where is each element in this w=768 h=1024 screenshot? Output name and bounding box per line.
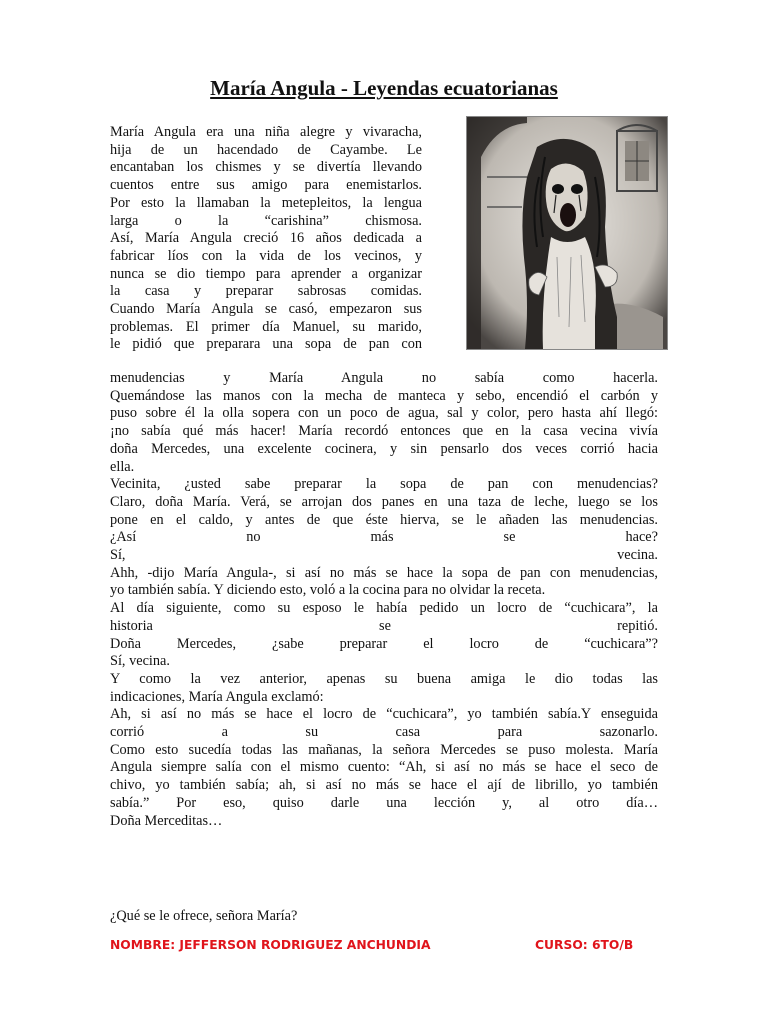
student-footer — [110, 938, 670, 952]
text-line: Doña Mercedes, ¿sabe preparar el locro de “cuchicara”? — [110, 635, 658, 652]
text-line: Así, María Angula creció 16 años dedicada a — [110, 230, 422, 247]
text-line: historia se repitió. — [110, 617, 658, 634]
text-line: nunca se dio tiempo para aprender a organizar — [110, 265, 422, 282]
text-line: Quemándose las manos con la mecha de manteca y sebo, encendió el carbón y — [110, 387, 658, 404]
text-line: cuentos entre sus amigo para enemistarlos. — [110, 177, 422, 194]
text-line: Angula siempre salía con el mismo cuento: “Ah, si así no más se hace el seco de — [110, 759, 658, 776]
screaming-girl-illustration-icon — [467, 117, 667, 349]
text-line: doña Mercedes, una excelente cocinera, y sin pensarlo dos veces corrió hacia — [110, 440, 658, 457]
text-line: larga o la “carishina” chismosa. — [110, 212, 422, 229]
text-line: Ahh, -dijo María Angula-, si así no más se hace la sopa de pan con menudencias, — [110, 564, 658, 581]
story-full-width-text — [110, 370, 658, 830]
text-line: hija de un hacendado de Cayambe. Le — [110, 141, 422, 158]
text-line: Y como la vez anterior, apenas su buena amiga le dio todas las — [110, 670, 658, 687]
text-line: ¿Así no más se hace? — [110, 529, 658, 546]
text-line: le pidió que preparara una sopa de pan con — [110, 336, 422, 353]
text-line: puso sobre él la olla sopera con un poco de agua, sal y color, pero hasta ahí llegó: — [110, 405, 658, 422]
text-line: sabía.” Por eso, quiso darle una lección y, al otro día… — [110, 794, 658, 811]
text-line: menudencias y María Angula no sabía como hacerla. — [110, 370, 658, 386]
text-line: fabricar líos con la vida de los vecinos, y — [110, 247, 422, 264]
text-line: Cuando María Angula se casó, empezaron sus — [110, 301, 422, 318]
text-line: Claro, doña María. Verá, se arrojan dos panes en una taza de leche, luego se los — [110, 493, 658, 510]
text-line: indicaciones, María Angula exclamó: — [110, 688, 324, 705]
text-line: Por esto la llamaban la metepleitos, la lengua — [110, 194, 422, 211]
text-line: Como esto sucedía todas las mañanas, la señora Mercedes se puso molesta. María — [110, 741, 658, 758]
student-name: NOMBRE: JEFFERSON RODRIGUEZ ANCHUNDIA — [110, 938, 431, 952]
text-line: chivo, yo también sabía; ah, si así no más se hace el ají de librillo, yo también — [110, 777, 658, 794]
text-line: Al día siguiente, como su esposo le había pedido un locro de “cuchicara”, la — [110, 600, 658, 617]
text-line: yo también sabía. Y diciendo esto, voló a la cocina para no olvidar la receta. — [110, 582, 546, 599]
text-line: encantaban los chismes y se divertía llevando — [110, 159, 422, 176]
maria-angula-illustration — [466, 116, 668, 350]
text-line: ¡no sabía qué más hacer! María recordó entonces que en la casa vecina vivía — [110, 423, 658, 440]
text-line: la casa y preparar sabrosas comidas. — [110, 283, 422, 300]
text-line: María Angula era una niña alegre y vivaracha, — [110, 124, 422, 140]
text-line: Ah, si así no más se hace el locro de “cuchicara”, yo también sabía.Y enseguida — [110, 706, 658, 723]
closing-question: ¿Qué se le ofrece, señora María? — [110, 908, 298, 924]
text-line: Sí, vecina. — [110, 653, 170, 670]
text-line: pone en el caldo, y antes de que éste hierva, se le añaden las menudencias. — [110, 511, 658, 528]
story-wrapped-text — [110, 124, 422, 354]
text-line: problemas. El primer día Manuel, su marido, — [110, 318, 422, 335]
text-line: corrió a su casa para sazonarlo. — [110, 724, 658, 741]
text-line: Sí, vecina. — [110, 547, 658, 564]
text-line: Vecinita, ¿usted sabe preparar la sopa de pan con menudencias? — [110, 476, 658, 493]
text-line: ella. — [110, 458, 135, 475]
document-title: María Angula - Leyendas ecuatorianas — [210, 76, 558, 100]
student-course: CURSO: 6TO/B — [535, 938, 634, 952]
text-line: Doña Merceditas… — [110, 812, 223, 829]
